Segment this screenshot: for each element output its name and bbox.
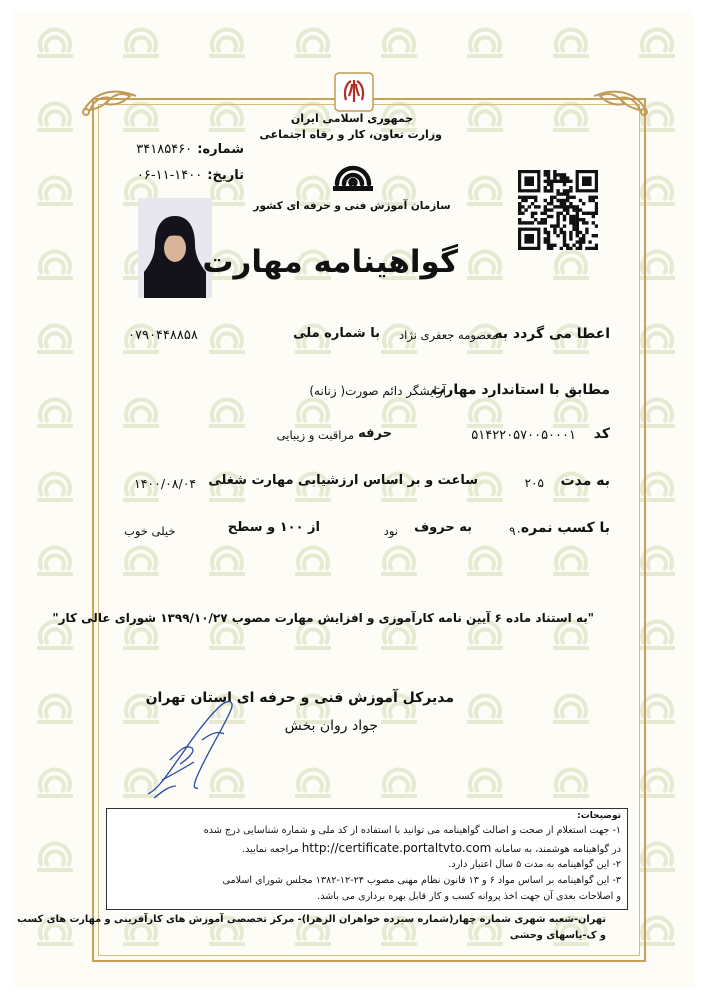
organization-name: سازمان آموزش فنی و حرفه ای کشور [253,200,451,212]
address-line-1: تهران-شعبه شهری شماره چهار(شماره سیزده خواهران الزهرا)- مرکز تخصصی آموزش های کارآفرینی و مهارت های کسب [17,914,606,925]
verification-url[interactable]: http://certificate.portaltvto.com [301,841,492,855]
duration-label: به مدت [560,473,610,489]
certificate-title: گواهینامه مهارت [202,244,458,280]
corner-ornament-right-icon [584,80,654,126]
signatory-title: مدیرکل آموزش فنی و حرفه ای استان تهران [145,690,454,706]
duration-value: ۲۰۵ [524,476,544,490]
address-line-2: و ک-یاسهای وحشی [509,930,606,941]
level-value: خیلی خوب [124,524,176,538]
date-value: ۱۴۰۰-۱۱-۰۶ [136,168,203,183]
code-value: ۵۱۴۲۲۰۵۷۰۰۵۰۰۰۱ [471,428,576,443]
national-id-label: با شماره ملی [293,326,380,341]
republic-name: جمهوری اسلامی ایران [290,112,414,125]
number-value: ۳۴۱۸۵۴۶۰ [136,142,193,157]
notes-line-4: ۳- این گواهینامه بر اساس مواد ۶ و ۱۳ قانون نظام مهنی مصوب ۲۴-۱۲-۱۳۸۲ مجلس شورای اسلامی [222,875,621,886]
national-id-value: ۰۷۹۰۴۴۸۸۵۸ [128,328,198,343]
granted-value: معصومه جعفری نژاد [399,328,498,342]
trade-label: حرفه [358,426,392,441]
notes-heading: توضیحات: [577,811,621,821]
holder-photo [138,198,212,298]
level-label: از ۱۰۰ و سطح [227,520,320,535]
score-words-value: نود [383,524,398,538]
notes-line-1: ۱- جهت استعلام از صحت و اصالت گواهینامه می توانید با استفاده از کد ملی و شماره شناسایی درج شده [203,825,621,836]
ministry-name: وزارت تعاون، کار و رفاه اجتماعی [259,128,442,141]
date-label: تاریخ: [207,168,244,183]
score-label: با کسب نمره [520,520,610,536]
assessment-date: ۱۴۰۰/۰۸/۰۴ [134,476,197,491]
standard-label: مطابق با استاندارد مهارت [431,382,610,398]
score-words-label: به حروف [414,520,472,535]
corner-ornament-left-icon [76,80,146,126]
notes-line-2-pre: در گواهینامه هوشمند، به سامانه [494,844,621,855]
notes-box [106,808,628,910]
trade-value: مراقبت و زیبایی [276,428,354,442]
notes-line-5: و اصلاحات بعدی آن جهت اخذ پروانه کسب و کار قابل بهره برداری می باشد. [317,891,621,902]
score-value: ۹۰ [509,524,522,538]
notes-line-3: ۲- این گواهینامه به مدت ۵ سال اعتبار دارد. [448,859,621,870]
certificate-date-row [124,164,244,183]
notes-line-2-post: مراجعه نمایید. [242,844,299,855]
assessment-label: ساعت و بر اساس ارزشیابی مهارت شغلی [208,473,478,488]
signature-icon [140,690,250,804]
iran-emblem-icon [334,72,374,112]
number-label: شماره: [197,142,244,157]
certificate-page [12,10,694,988]
qr-code-icon [518,170,598,250]
certificate-number-row [124,138,244,157]
tvto-logo-icon [329,150,377,194]
notes-line-2 [242,841,621,855]
granted-label: اعطا می گردد به [494,326,610,342]
code-label: کد [593,426,610,442]
standard-value: آرایشگر دائم صورت( زنانه) [309,384,446,398]
legal-basis: "به استناد ماده ۶ آیین نامه کارآموزی و افزایش مهارت مصوب ۱۳۹۹/۱۰/۲۷ شورای عالی کار" [52,611,594,625]
signatory-name: جواد روان بخش [284,718,378,734]
holder-photo-silhouette-icon [138,198,212,298]
